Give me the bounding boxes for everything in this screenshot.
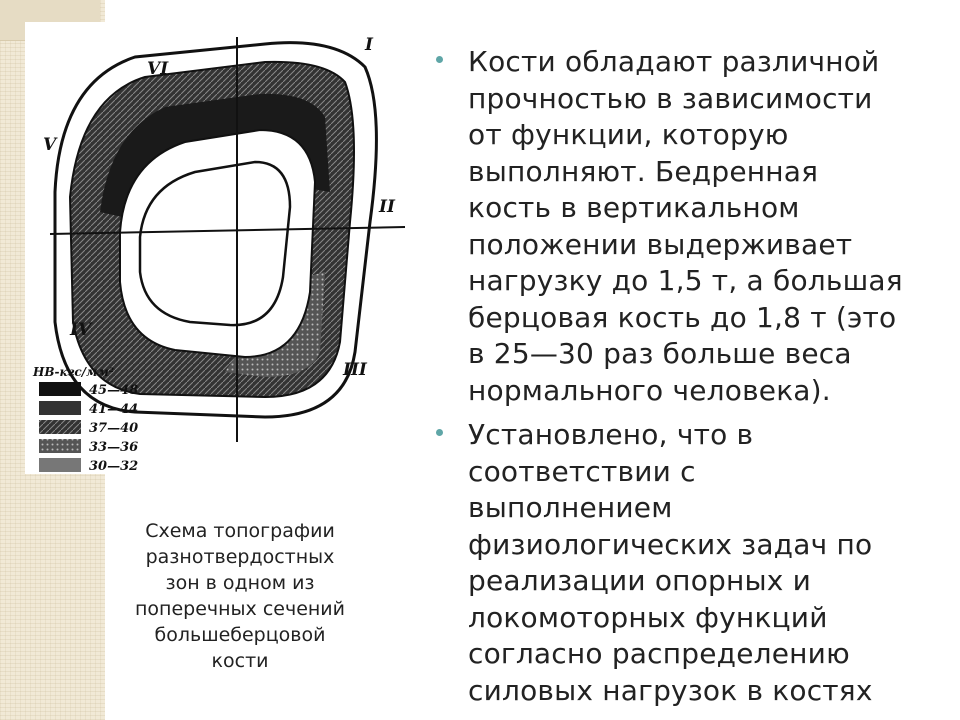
legend-item-1: 45—48: [89, 383, 139, 398]
text-line: реализации опорных и: [468, 564, 812, 597]
text-line: прочностью в зависимости: [468, 81, 873, 115]
text-line: нагрузку до 1,5 т, а большая: [468, 264, 903, 297]
text-line: согласно распределению: [468, 637, 850, 670]
legend-item-4: 33—36: [89, 440, 139, 455]
legend-swatch-2: [39, 401, 81, 415]
text-line: выполняют. Бедренная: [468, 154, 819, 188]
legend-item-2: 41—44: [89, 402, 139, 417]
text-line: Установлено, что в: [468, 418, 754, 451]
caption-line: разнотвердостных: [145, 546, 335, 568]
caption-line: Схема топографии: [145, 520, 335, 542]
zone-label-ii: II: [379, 197, 395, 217]
caption-line: большеберцовой: [154, 624, 326, 646]
caption-line: кости: [211, 650, 269, 672]
legend-title: НВ-кгс/мм²: [33, 365, 115, 379]
text-line: соответствии с: [468, 454, 696, 488]
bullet-item-established: [432, 417, 944, 709]
text-line: физиологических задач по: [468, 527, 873, 561]
bone-cross-section-figure: [25, 22, 410, 474]
legend-swatch-5: [39, 458, 81, 472]
text-line: кость в вертикальном: [468, 191, 800, 224]
zone-label-iv: IV: [70, 320, 92, 340]
legend-item-5: 30—32: [89, 459, 139, 474]
text-line: берцовая кость до 1,8 т (это: [468, 300, 897, 334]
text-line: локомоторных функций: [468, 600, 828, 634]
text-line: Кости обладают различной: [468, 45, 880, 78]
caption-line: поперечных сечений: [134, 598, 345, 620]
legend-swatch-4: [39, 439, 81, 453]
legend-swatch-1: [39, 382, 81, 396]
zone-label-i: I: [365, 35, 373, 55]
bullet-text: [468, 44, 944, 409]
bullet-item-strength: [432, 44, 944, 409]
text-line: положении выдерживает: [468, 227, 853, 261]
text-line: нормального человека).: [468, 373, 831, 407]
text-line: в 25—30 раз больше веса: [468, 337, 852, 370]
text-line: силовых нагрузок в костях: [468, 673, 873, 707]
bullet-list: [432, 44, 944, 717]
zone-label-v: V: [43, 135, 57, 155]
bullet-dot-icon: [436, 56, 443, 63]
legend-item-3: 37—40: [89, 421, 139, 436]
zone-label-vi: VI: [147, 59, 169, 79]
zone-label-iii: III: [343, 360, 367, 380]
bullet-dot-icon: [436, 429, 443, 436]
text-line: от функции, которую: [468, 118, 789, 151]
cross-section-diagram: [25, 22, 410, 474]
caption-line: зон в одном из: [165, 572, 315, 594]
text-line: выполнением: [468, 491, 673, 524]
bullet-text: [468, 417, 944, 709]
legend-swatch-3: [39, 420, 81, 434]
figure-caption: [100, 518, 380, 674]
